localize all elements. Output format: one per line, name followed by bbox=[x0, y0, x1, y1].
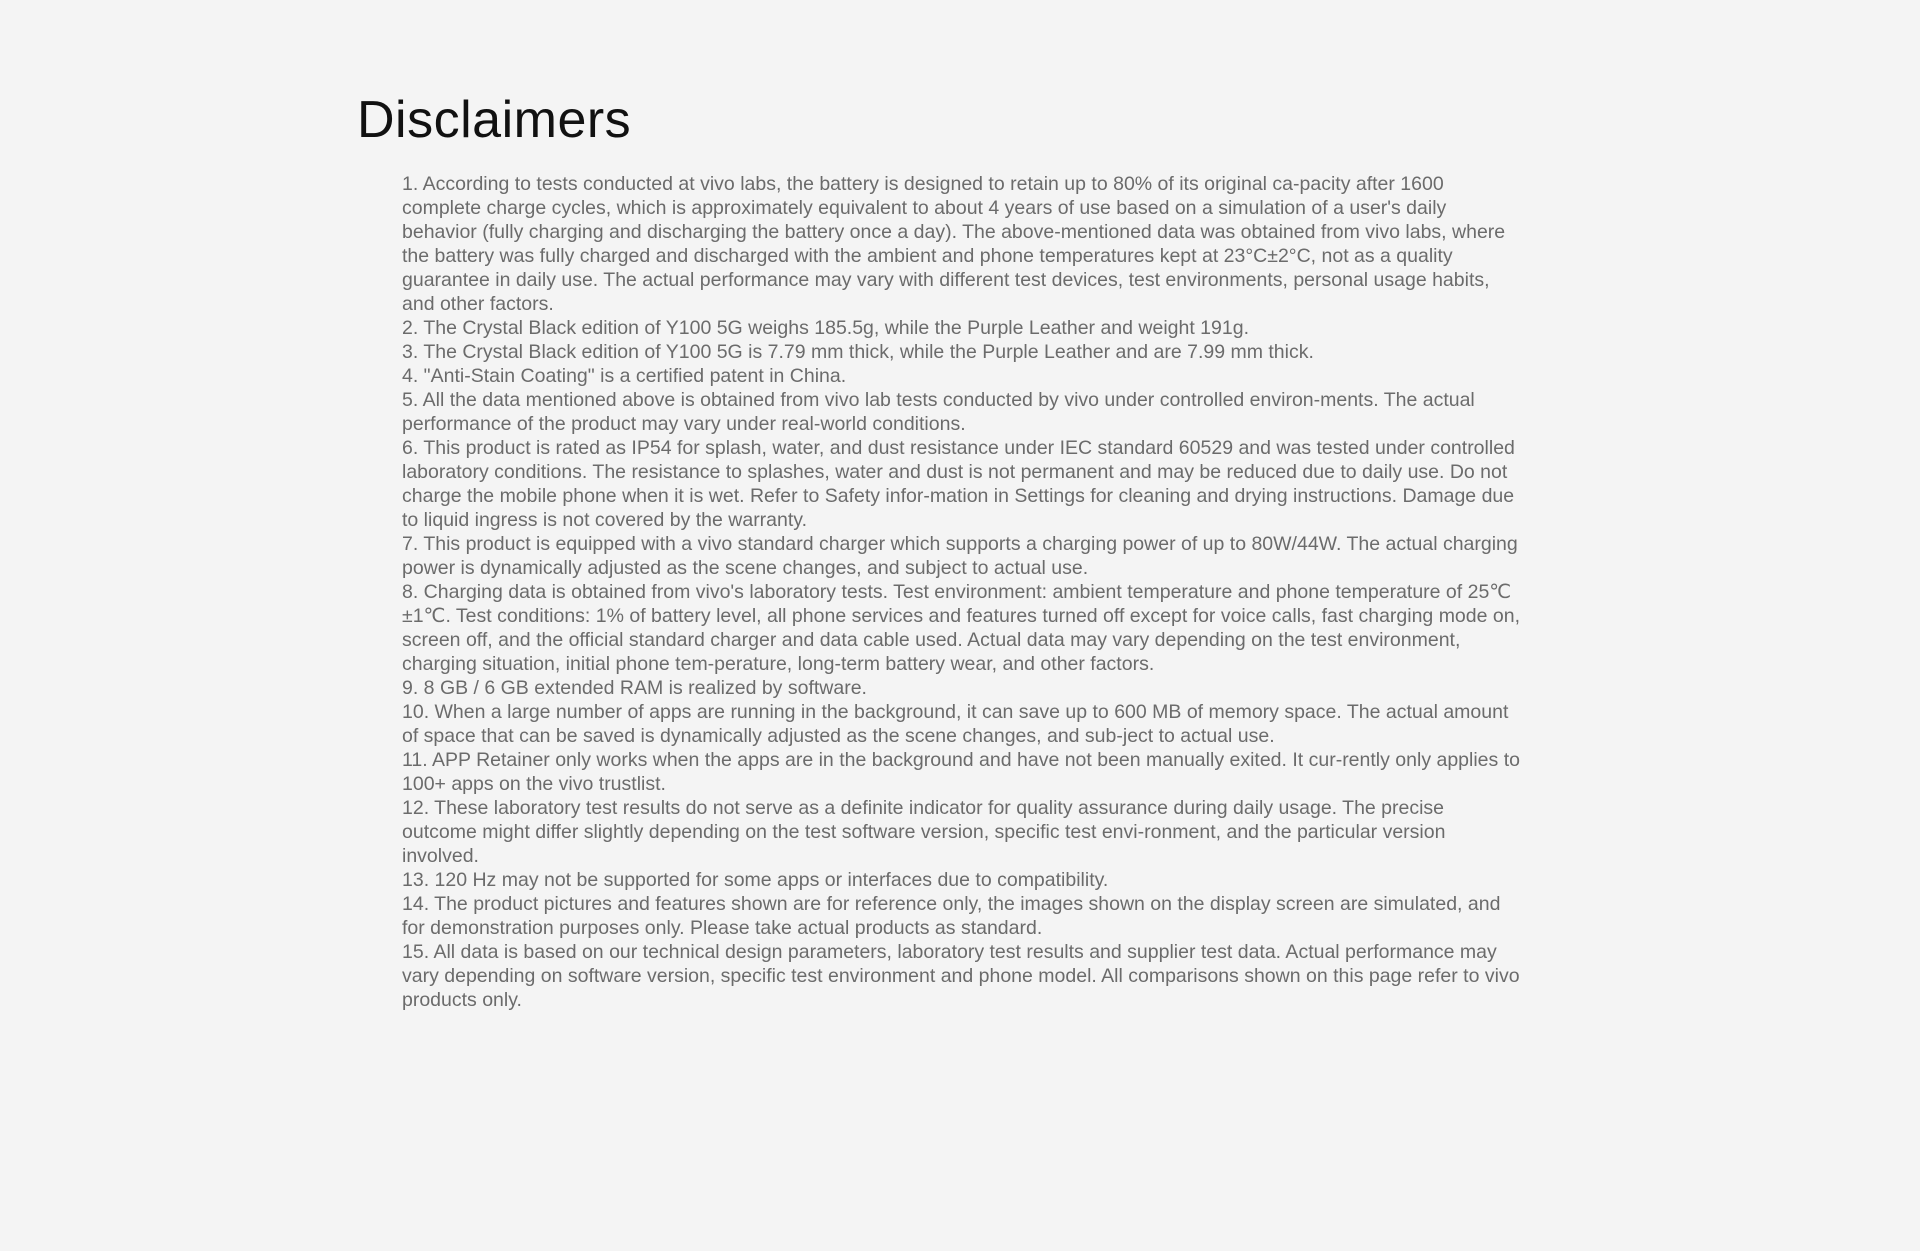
page-title: Disclaimers bbox=[357, 91, 632, 149]
disclaimer-item-3: 3. The Crystal Black edition of Y100 5G is 7.79 mm thick, while the Purple Leather and are 7.99 mm thick. bbox=[402, 341, 1314, 363]
disclaimer-list bbox=[402, 172, 1522, 1012]
disclaimer-item-15: 15. All data is based on our technical design parameters, laboratory test results and supplier test data. Actual performance may vary depending on software version, specific test environment and phone model. All comparisons shown on this page refer to vivo products only. bbox=[402, 941, 1520, 1011]
disclaimer-item-13: 13. 120 Hz may not be supported for some apps or interfaces due to compatibility. bbox=[402, 869, 1109, 891]
disclaimer-item-10: 10. When a large number of apps are running in the background, it can save up to 600 MB of memory space. The actual amount of space that can be saved is dynamically adjusted as the scene changes, and sub-ject to actual use. bbox=[402, 701, 1509, 747]
disclaimer-item-11: 11. APP Retainer only works when the apps are in the background and have not been manually exited. It cur-rently only applies to 100+ apps on the vivo trustlist. bbox=[402, 749, 1520, 795]
disclaimer-item-1: 1. According to tests conducted at vivo labs, the battery is designed to retain up to 80% of its original ca-pacity after 1600 complete charge cycles, which is approximately equivalent to about 4 years of use based on a simulation of a user's daily behavior (fully charging and discharging the battery once a day). The above-mentioned data was obtained from vivo labs, where the battery was fully charged and discharged with the ambient and phone temperatures kept at 23°C±2°C, not as a quality guarantee in daily use. The actual performance may vary with different test devices, test environments, personal usage habits, and other factors. bbox=[402, 173, 1506, 315]
disclaimer-item-14: 14. The product pictures and features shown are for reference only, the images shown on the display screen are simulated, and for demonstration purposes only. Please take actual products as standard. bbox=[402, 893, 1501, 939]
disclaimer-item-9: 9. 8 GB / 6 GB extended RAM is realized by software. bbox=[402, 677, 867, 699]
disclaimer-item-6: 6. This product is rated as IP54 for splash, water, and dust resistance under IEC standard 60529 and was tested under controlled laboratory conditions. The resistance to splashes, water and dust is not permanent and may be reduced due to daily use. Do not charge the mobile phone when it is wet. Refer to Safety infor-mation in Settings for cleaning and drying instructions. Damage due to liquid ingress is not covered by the warranty. bbox=[402, 437, 1515, 531]
disclaimer-item-5: 5. All the data mentioned above is obtained from vivo lab tests conducted by vivo under controlled environ-ments. The actual performance of the product may vary under real-world conditions. bbox=[402, 389, 1475, 435]
disclaimer-item-8: 8. Charging data is obtained from vivo's laboratory tests. Test environment: ambient temperature and phone temperature of 25℃±1℃. Test conditions: 1% of battery level, all phone services and features turned off except for voice calls, fast charging mode on, screen off, and the official standard charger and data cable used. Actual data may vary depending on the test environment, charging situation, initial phone tem-perature, long-term battery wear, and other factors. bbox=[402, 581, 1520, 675]
disclaimer-item-7: 7. This product is equipped with a vivo standard charger which supports a charging power of up to 80W/44W. The actual charging power is dynamically adjusted as the scene changes, and subject to actual use. bbox=[402, 533, 1518, 579]
disclaimers-section bbox=[357, 88, 1520, 1011]
disclaimer-item-2: 2. The Crystal Black edition of Y100 5G weighs 185.5g, while the Purple Leather and weight 191g. bbox=[402, 317, 1249, 339]
disclaimer-item-4: 4. "Anti-Stain Coating" is a certified patent in China. bbox=[402, 365, 847, 387]
disclaimer-item-12: 12. These laboratory test results do not serve as a definite indicator for quality assurance during daily usage. The precise outcome might differ slightly depending on the test software version, specific test envi-ronment, and the particular version involved. bbox=[402, 797, 1446, 867]
